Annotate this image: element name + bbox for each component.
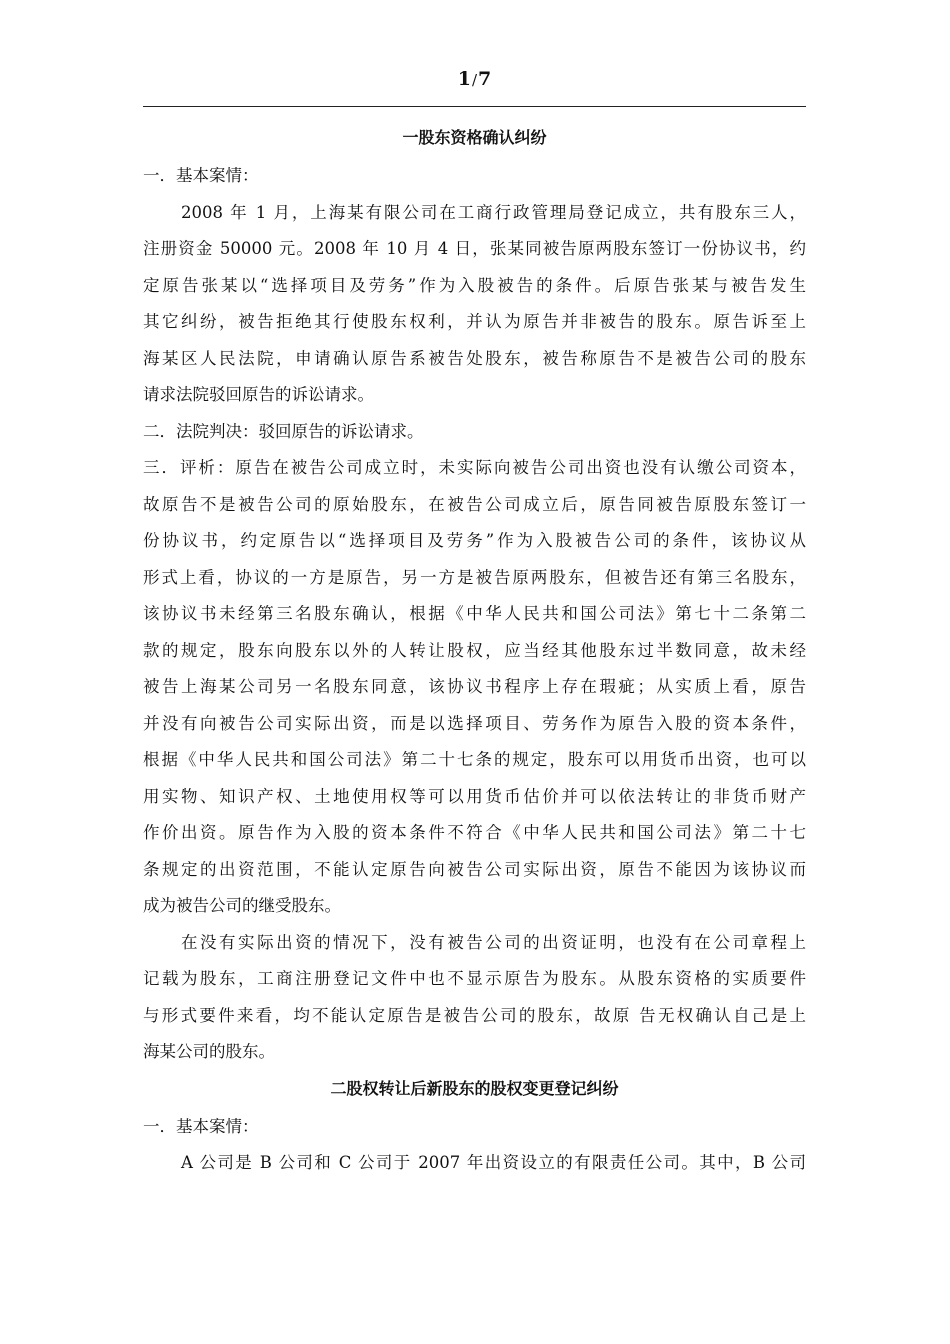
page-current: 1	[457, 68, 472, 90]
text-line: 与形式要件来看，均不能认定原告是被告公司的股东，故原 告无权确认自己是上	[143, 1005, 806, 1025]
text-line: 该协议书未经第三名股东确认，根据《中华人民共和国公司法》第七十二条第二	[143, 604, 806, 623]
text-line: 用实物、知识产权、土地使用权等可以用货币估价并可以依法转让的非货币财产	[143, 786, 806, 806]
text-line: 记载为股东，工商注册登记文件中也不显示原告为股东。从股东资格的实质要件	[143, 969, 806, 988]
page-total: 7	[478, 68, 493, 90]
text-line: 条规定的出资范围，不能认定原告向被告公司实际出资，原告不能因为该协议而	[143, 859, 806, 879]
text-line: 根据《中华人民共和国公司法》第二十七条的规定，股东可以用货币出资，也可以	[143, 750, 806, 769]
section-title: 二股权转让后新股东的股权变更登记纠纷	[330, 1078, 619, 1098]
text-line: 2008 年 1 月，上海某有限公司在工商行政管理局登记成立，共有股东三人，	[181, 202, 806, 222]
text-line: 在没有实际出资的情况下，没有被告公司的出资证明，也没有在公司章程上	[181, 932, 806, 952]
text-line: 款的规定，股东向股东以外的人转让股权，应当经其他股东过半数同意，故未经	[143, 640, 806, 660]
header-rule	[143, 106, 806, 107]
text-line: 注册资金 50000 元。2008 年 10 月 4 日，张某同被告原两股东签订一份协议书，约	[143, 239, 806, 258]
text-line: A 公司是 B 公司和 C 公司于 2007 年出资设立的有限责任公司。其中，B 公司	[181, 1153, 806, 1172]
text-line: 成为被告公司的继受股东。	[143, 896, 341, 915]
text-line: 故原告不是被告公司的原始股东，在被告公司成立后，原告同被告原股东签订一	[143, 494, 806, 514]
text-line: 请求法院驳回原告的诉讼请求。	[143, 385, 374, 404]
text-line: 形式上看，协议的一方是原告，另一方是被告原两股东，但被告还有第三名股东，	[143, 567, 806, 587]
text-line: 被告上海某公司另一名股东同意，该协议书程序上存在瑕疵；从实质上看，原告	[143, 677, 806, 696]
document-body	[143, 124, 806, 1182]
page-number	[0, 68, 950, 90]
text-line: 其它纠纷，被告拒绝其行使股东权利，并认为原告并非被告的股东。原告诉至上	[143, 312, 806, 331]
text-line: 海某公司的股东。	[143, 1042, 275, 1061]
text-line: 三．评析：原告在被告公司成立时，未实际向被告公司出资也没有认缴公司资本，	[143, 458, 806, 477]
section-title: 一股东资格确认纠纷	[402, 128, 547, 147]
page-separator: /	[471, 71, 479, 89]
text-line: 定原告张某以“选择项目及劳务”作为入股被告的条件。后原告张某与被告发生	[143, 275, 806, 295]
text-line: 份协议书，约定原告以“选择项目及劳务”作为入股被告公司的条件，该协议从	[143, 531, 806, 550]
text-line: 作价出资。原告作为入股的资本条件不符合《中华人民共和国公司法》第二十七	[143, 823, 806, 842]
text-line: 一．基本案情：	[143, 166, 259, 185]
text-line: 一．基本案情：	[143, 1116, 259, 1136]
text-line: 并没有向被告公司实际出资，而是以选择项目、劳务作为原告入股的资本条件，	[143, 713, 806, 733]
text-line: 海某区人民法院，申请确认原告系被告处股东，被告称原告不是被告公司的股东	[143, 348, 806, 368]
text-line: 二．法院判决：驳回原告的诉讼请求。	[143, 421, 424, 441]
